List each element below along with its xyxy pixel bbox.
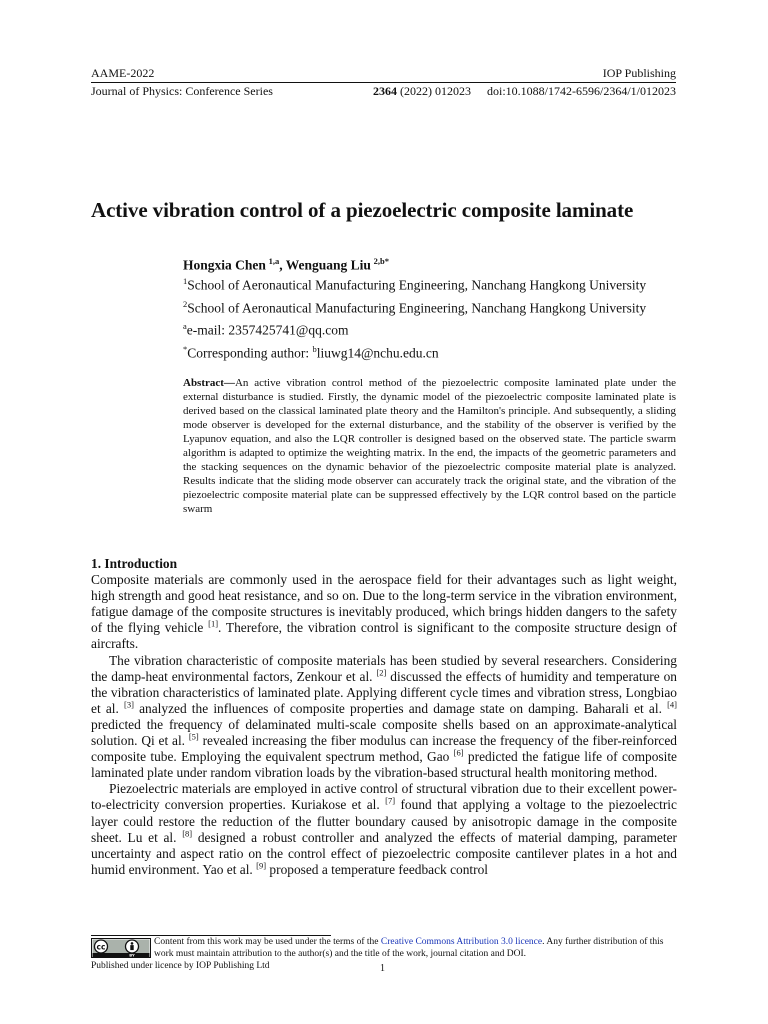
author-list: Hongxia Chen $^{1,a}$, Wenguang Liu $^{2,b*}$ — [183, 256, 389, 273]
citation: [3] — [124, 699, 134, 710]
citation: [8] — [182, 828, 193, 839]
svg-text:BY: BY — [129, 952, 135, 958]
author-affiliation-mark: 2,b* — [373, 256, 389, 266]
affiliation-1: $^1$School of Aeronautical Manufacturing Engineering, Nanchang Hangkong University — [183, 276, 647, 293]
page-number: 1 — [380, 963, 385, 974]
citation: [7] — [385, 795, 396, 806]
author-name: Wenguang Liu — [285, 257, 371, 273]
author-name: Hongxia Chen — [183, 257, 266, 273]
header-rule — [91, 82, 676, 83]
author-email: $^a$e-mail: 2357425741@qq.com — [183, 321, 349, 338]
abstract — [183, 376, 676, 516]
affiliation-2: $^2$School of Aeronautical Manufacturing Engineering, Nanchang Hangkong University — [183, 299, 647, 316]
paragraph: Piezoelectric materials are employed in active control of structural vibration due to their excellent power-to-electricity conversion properties. Kuriakose et al. [7] found that applying a voltage to the piezoelectric layer could restore the reduction of the flutter boundary caused by anisotropic damage in the composite sheet. Lu et al. [8] designed a robust controller and analyzed the effects of material damping, parameter uncertainty and aspect ratio on the control effect of piezoelectric composite cantilever plates in a hot and humid environment. Yao et al. [9] proposed a temperature feedback control — [91, 781, 677, 877]
running-header-bottom — [91, 84, 676, 99]
doi: doi:10.1088/1742-6596/2364/1/012023 — [487, 84, 676, 98]
citation: [2] — [376, 667, 387, 678]
license-link[interactable]: Creative Commons Attribution 3.0 licence — [380, 937, 543, 947]
publisher-line: Published under licence by IOP Publishing Ltd — [91, 961, 270, 971]
section-heading: 1. Introduction — [91, 556, 178, 571]
svg-text:cc: cc — [96, 942, 106, 952]
running-header-top — [91, 66, 676, 81]
paragraph: The vibration characteristic of composite materials has been studied by several researchers. Considering the damp-heat environmental factors, Zenkour et al. [2] discussed the effects of humidity and temperature on the vibration characteristics of laminated plate. Applying different cycle times and vibration stress, Longbiao et al. [3] analyzed the influences of composite properties and damage state on damping. Baharali et al. [4] predicted the frequency of delaminated multi-scale composite shells based on an approximate-analytical solution. Qi et al. [5] revealed increasing the fiber modulus can increase the frequency of the fiber-reinforced composite tube. Employing the equivalent spectrum method, Gao [6] predicted the fatigue life of composite laminated plate under random vibration loads by the vibration-based structural health monitoring method. — [91, 652, 678, 781]
citation: [4] — [667, 699, 678, 710]
citation: [9] — [256, 860, 267, 871]
abstract-label: Abstract— — [183, 377, 235, 389]
volume-number: 2364 — [373, 84, 397, 98]
paragraph: Composite materials are commonly used in the aerospace field for their advantages such as light weight, high strength and good heat resistance, and so on. Due to the long-term service in the vibration environment, fatigue damage of the composite structures is inevitably produced, which brings hidden dangers to the safety of the flying vehicle [1]. Therefore, the vibration control is significant to the composite structure design of aircrafts. — [91, 572, 677, 652]
license-statement: Content from this work may be used under the terms of the Creative Commons Attribution 3.0 licence. Any further distribution of this work must maintain attribution to the author(s) and the title of the work, journal citation and DOI. — [154, 937, 664, 959]
abstract-text: An active vibration control method of the piezoelectric composite laminated plate under the external disturbance is studied. Firstly, the dynamic model of the piezoelectric composite laminated plate is derived based on the classical laminated plate theory and the Hamilton's principle. And subsequently, a sliding mode observer is developed for the external disturbance, and the stability of the observer is verified by the Lyapunov equation, and also the LQR controller is designed based on the observed state. The particle swarm algorithm is adapted to optimize the weighting matrix. In the end, the impacts of the geometric parameters and the stacking sequences on the dynamic behavior of the piezoelectric composite material plate is analyzed. Results indicate that the sliding mode observer can accurately track the original state, and the vibration of the piezoelectric composite material plate can be suppressed effectively by the LQR control based on the particle swarm — [183, 377, 676, 515]
creative-commons-by-icon — [91, 938, 151, 958]
corresponding-author: *Corresponding author: $^b$liuwg14@nchu.edu.cn — [183, 344, 439, 361]
conference-name: AAME-2022 — [91, 66, 155, 80]
section-introduction — [91, 556, 677, 878]
journal-name: Journal of Physics: Conference Series — [91, 84, 273, 98]
author-affiliation-mark: 1,a — [268, 256, 280, 266]
citation: [6] — [453, 747, 464, 758]
citation: [5] — [188, 731, 199, 742]
footer-rule — [91, 935, 331, 936]
citation: [1] — [208, 618, 219, 629]
paper-title: Active vibration control of a piezoelectric composite laminate — [91, 198, 634, 222]
publisher-name: IOP Publishing — [602, 66, 676, 80]
year-article: (2022) 012023 — [400, 84, 471, 98]
